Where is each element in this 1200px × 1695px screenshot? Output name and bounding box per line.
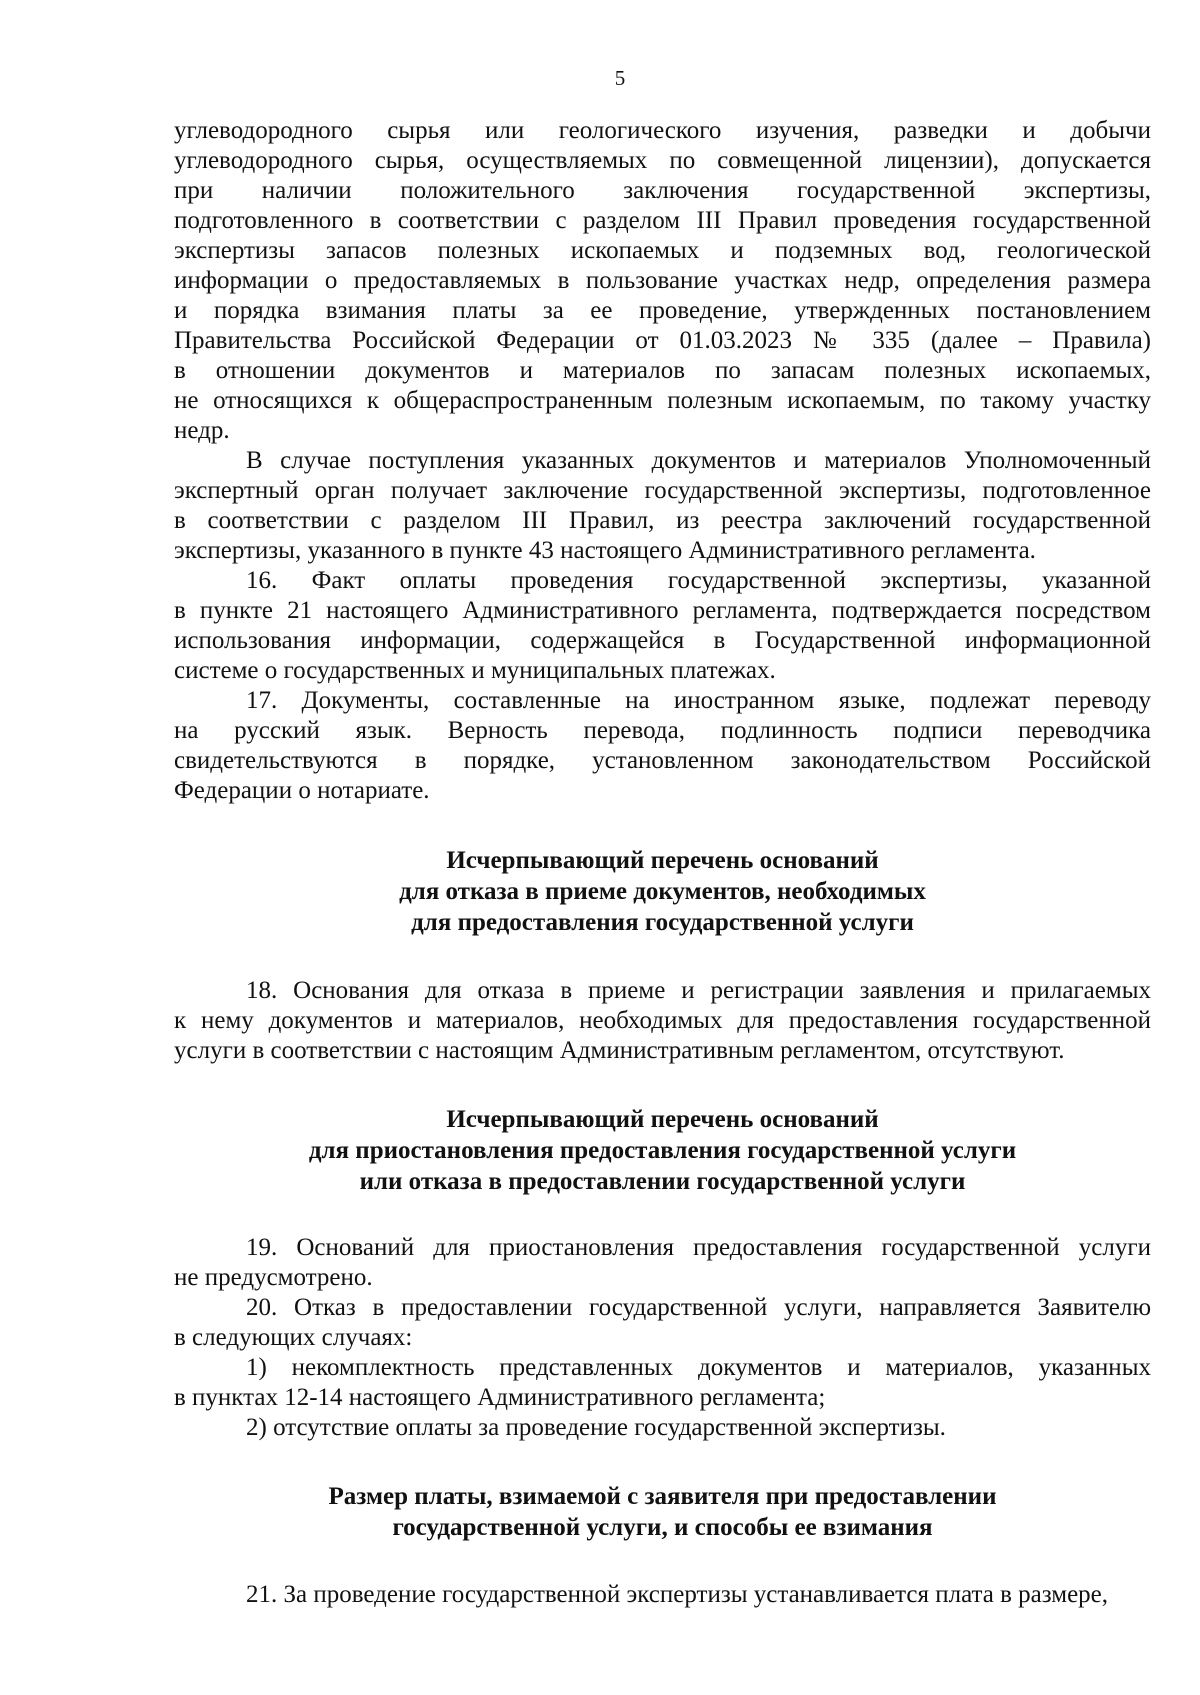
heading-line: для отказа в приеме документов, необходимых [399,878,926,905]
text-line: 18. Основания для отказа в приеме и регистрации заявления и прилагаемых [246,977,1151,1004]
text-line: в отношении документов и материалов по запасам полезных ископаемых, [174,357,1151,384]
text-line: экспертный орган получает заключение государственной экспертизы, подготовленное [174,477,1151,504]
clause-21 [174,1580,1151,1610]
heading-line: Исчерпывающий перечень оснований [446,1106,879,1133]
text-line: к нему документов и материалов, необходимых для предоставления государственной [174,1007,1151,1034]
text-line: 20. Отказ в предоставлении государственной услуги, направляется Заявителю [246,1294,1151,1321]
text-line: информации о предоставляемых в пользование участках недр, определения размера [174,267,1151,294]
text-line: системе о государственных и муниципальных платежах. [174,657,776,684]
text-line: свидетельствуются в порядке, установленном законодательством Российской [174,747,1151,774]
text-line: Федерации о нотариате. [174,777,430,804]
clause-19 [174,1233,1151,1293]
text-line: на русский язык. Верность перевода, подлинность подписи переводчика [174,717,1151,744]
clause-20 [174,1293,1151,1353]
text-line: использования информации, содержащейся в Государственной информационной [174,627,1151,654]
case-paragraph [174,446,1151,566]
section-heading-fee [174,1481,1151,1543]
text-line: 17. Документы, составленные на иностранном языке, подлежат переводу [246,687,1151,714]
text-line: при наличии положительного заключения государственной экспертизы, [174,177,1151,204]
text-line: и порядка взимания платы за ее проведение, утвержденных постановлением [174,297,1151,324]
heading-line: для приостановления предоставления государственной услуги [308,1137,1017,1164]
clause-20-item-2 [174,1413,1151,1443]
clause-20-item-1 [174,1353,1151,1413]
clause-18 [174,976,1151,1066]
text-line: В случае поступления указанных документов и материалов Уполномоченный [246,447,1151,474]
text-line: не относящихся к общераспространенным полезным ископаемым, по такому участку [174,387,1151,414]
text-line: 1) некомплектность представленных документов и материалов, указанных [246,1354,1151,1381]
clause-16 [174,566,1151,686]
text-line: 19. Оснований для приостановления предоставления государственной услуги [246,1234,1151,1261]
text-line: экспертизы запасов полезных ископаемых и подземных вод, геологической [174,237,1151,264]
text-line: 16. Факт оплаты проведения государственной экспертизы, указанной [246,567,1151,594]
page-number: 5 [614,66,626,90]
section-heading-refusal-acceptance [174,845,1151,938]
heading-line: или отказа в предоставлении государственной услуги [359,1168,966,1195]
text-line: в соответствии с разделом III Правил, из реестра заключений государственной [174,507,1151,534]
text-line: 21. За проведение государственной экспертизы устанавливается плата в размере, [246,1581,1109,1608]
text-line: 2) отсутствие оплаты за проведение государственной экспертизы. [246,1414,946,1441]
text-line: углеводородного сырья или геологического изучения, разведки и добычи [174,117,1151,144]
text-line: в пунктах 12-14 настоящего Административного регламента; [174,1384,826,1411]
section-heading-suspension [174,1104,1151,1197]
text-line: подготовленного в соответствии с разделом III Правил проведения государственной [174,207,1151,234]
heading-line: Размер платы, взимаемой с заявителя при предоставлении [328,1483,997,1510]
intro-paragraph [174,116,1151,446]
heading-line: для предоставления государственной услуги [411,909,914,936]
text-line: услуги в соответствии с настоящим Административным регламентом, отсутствуют. [174,1037,1065,1064]
document-body [174,116,1151,1610]
heading-line: Исчерпывающий перечень оснований [446,847,879,874]
text-line: углеводородного сырья, осуществляемых по совмещенной лицензии), допускается [174,147,1151,174]
text-line: недр. [174,417,230,444]
text-line: не предусмотрено. [174,1264,373,1291]
clause-17 [174,686,1151,806]
text-line: в следующих случаях: [174,1324,413,1351]
text-line: экспертизы, указанного в пункте 43 настоящего Административного регламента. [174,537,1036,564]
text-line: Правительства Российской Федерации от 01.03.2023 № 335 (далее – Правила) [174,327,1151,354]
text-line: в пункте 21 настоящего Административного регламента, подтверждается посредством [174,597,1151,624]
heading-line: государственной услуги, и способы ее взимания [392,1514,933,1541]
